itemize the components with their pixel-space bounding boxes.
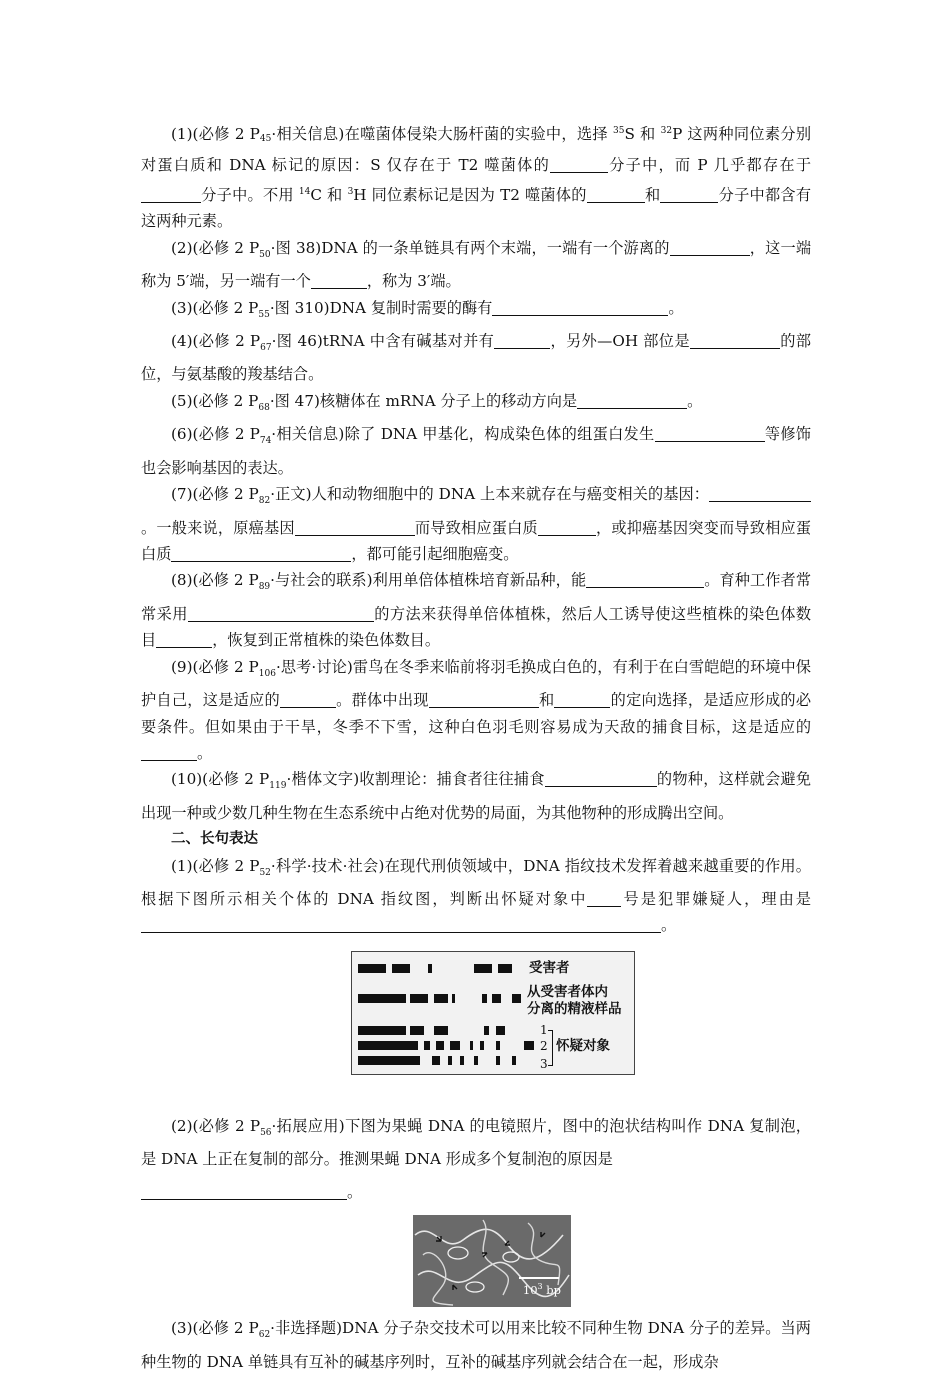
band <box>474 1056 478 1065</box>
answer-blank[interactable] <box>141 186 201 203</box>
answer-blank[interactable] <box>141 1183 347 1200</box>
question-5: (5)(必修 2 $P_{68}\cdot$图 47)核糖体在 mRNA 分子上的移动方向是 。 <box>171 391 703 413</box>
band <box>524 1041 534 1050</box>
suspect-number-1: 1 <box>540 1022 548 1037</box>
band <box>460 1056 464 1065</box>
answer-blank[interactable] <box>492 299 668 316</box>
band <box>434 1026 448 1035</box>
band <box>432 1056 440 1065</box>
answer-blank[interactable] <box>429 691 539 708</box>
band <box>448 1056 452 1065</box>
answer-blank[interactable] <box>545 770 657 787</box>
answer-blank[interactable] <box>587 186 645 203</box>
band <box>358 1026 406 1035</box>
semen-label-line1: 从受害者体内 <box>527 983 608 1000</box>
band <box>480 1041 484 1050</box>
suspects-label: 怀疑对象 <box>556 1037 610 1054</box>
worksheet-page <box>141 118 811 1375</box>
dna-fingerprint-figure <box>351 951 635 1075</box>
question-9: (9)(必修 2 $P_{106}\cdot$思考·讨论)雷鸟在冬季来临前将羽毛换成白色的，有利于在白雪皑皑的环境中保护自己，这是适应的 。群体中出现 和 的定向选择，是适应形成的必要条件。但如果由于干旱，冬季不下雪，这种白色羽毛则容易成为天敌的捕食目标，这是适应的。 <box>141 657 812 762</box>
answer-blank[interactable] <box>311 272 367 289</box>
answer-blank[interactable] <box>690 332 780 349</box>
answer-blank[interactable] <box>769 485 811 502</box>
long-question-2: (2)(必修 2 $P_{56}\cdot$拓展应用)下图为果蝇 DNA 的电镜照片，图中的泡状结构叫作 DNA 复制泡，是 DNA 上正在复制的部分。推测果蝇 DNA 形成多个复制泡的原因是 <box>141 1116 811 1169</box>
answer-blank[interactable] <box>587 890 621 907</box>
bracket <box>548 1030 553 1066</box>
band <box>410 994 428 1003</box>
long-question-1: (1)(必修 2 $P_{52}\cdot$科学·技术·社会)在现代刑侦领域中，DNA 指纹技术发挥着越来越重要的作用。根据下图所示相关个体的 DNA 指纹图，判断出怀疑对象中 号是犯罪嫌疑人，理由是。 <box>141 856 811 935</box>
answer-blank[interactable] <box>655 425 765 442</box>
band <box>496 1026 505 1035</box>
band <box>358 964 386 973</box>
band <box>482 994 487 1003</box>
band <box>470 1041 473 1050</box>
suspect-number-3: 3 <box>540 1056 548 1071</box>
question-2: (2)(必修 2 $P_{50}\cdot$图 38)DNA 的一条单链具有两个末端，一端有一个游离的 ，这一端称为 5′端，另一端有一个 ，称为 3′端。 <box>141 238 812 291</box>
band <box>434 994 448 1003</box>
band <box>358 1056 420 1065</box>
answer-blank[interactable] <box>586 571 704 588</box>
question-3: (3)(必修 2 $P_{55}\cdot$图 310)DNA 复制时需要的酶有 。 <box>171 298 684 320</box>
answer-blank[interactable] <box>550 156 608 173</box>
answer-blank[interactable] <box>141 744 197 761</box>
answer-blank[interactable] <box>141 916 661 933</box>
band <box>452 994 455 1003</box>
band <box>474 964 492 973</box>
band <box>492 994 501 1003</box>
question-6: (6)(必修 2 $P_{74}\cdot$相关信息)除了 DNA 甲基化，构成染色体的组蛋白发生 等修饰也会影响基因的表达。 <box>141 425 811 477</box>
band <box>512 994 521 1003</box>
scale-bar <box>519 1277 559 1279</box>
band <box>410 1026 424 1035</box>
answer-blank[interactable] <box>660 186 718 203</box>
band <box>496 1056 500 1065</box>
answer-blank[interactable] <box>494 332 550 349</box>
answer-blank[interactable] <box>670 239 750 256</box>
long-question-3: (3)(必修 2 $P_{62}\cdot$非选择题)DNA 分子杂交技术可以用来比较不同种生物 DNA 分子的差异。当两种生物的 DNA 单链具有互补的碱基序列时，互补的碱基序列就会结合在一起，形成杂 <box>141 1319 811 1371</box>
answer-blank[interactable] <box>554 691 610 708</box>
victim-label: 受害者 <box>529 959 570 976</box>
answer-blank[interactable] <box>156 631 212 648</box>
band <box>496 1041 500 1050</box>
question-10: (10)(必修 2 $P_{119}\cdot$楷体文字)收割理论：捕食者往往捕食 的物种，这样就会避免出现一种或少数几种生物在生态系统中占绝对优势的局面，为其他物种的形成腾出空间。 <box>141 770 812 822</box>
answer-blank[interactable] <box>538 519 596 536</box>
answer-blank[interactable] <box>188 605 374 622</box>
question-8: (8)(必修 2 $P_{89}\cdot$与社会的联系)利用单倍体植株培育新品种，能 。育种工作者常常采用 的方法来获得单倍体植株，然后人工诱导使这些植株的染色体数目 ，恢复到正常植株的染色体数目。 <box>141 571 812 650</box>
band <box>436 1041 444 1050</box>
band <box>358 994 406 1003</box>
question-4: (4)(必修 2 $P_{67}\cdot$图 46)tRNA 中含有碱基对并有 ，另外—OH 部位是 的部位，与氨基酸的羧基结合。 <box>141 332 812 384</box>
band <box>424 1041 430 1050</box>
question-1: (1)(必修 2 $P_{45}\cdot$相关信息)在噬菌体侵染大肠杆菌的实验中，选择 $^{35}$S 和 $^{32}$P 这两种同位素分别对蛋白质和 DNA 标记的原因：S 仅存在于 T2 噬菌体的 分子中，而 P 几乎都存在于分子中。不用 $^{14}$C 和 $^3$H 同位素标记是因为 T2 噬菌体的 和 分子中都含有这两种元素。 <box>141 125 812 231</box>
band <box>484 1026 489 1035</box>
band <box>450 1041 460 1050</box>
scale-bar-label: $10^3$ bp <box>522 1282 561 1298</box>
answer-blank[interactable] <box>577 392 687 409</box>
answer-blank[interactable] <box>295 519 415 536</box>
section-heading: 二、长句表达 <box>171 831 258 848</box>
answer-blank[interactable] <box>280 691 336 708</box>
electron-micrograph <box>413 1215 571 1307</box>
source-ref: (1)(必修 2 P <box>171 125 260 144</box>
band <box>512 1056 516 1065</box>
band <box>498 964 512 973</box>
answer-blank[interactable] <box>709 485 769 502</box>
band <box>428 964 432 973</box>
band <box>392 964 410 973</box>
semen-label-line2: 分离的精液样品 <box>527 1000 622 1017</box>
band <box>358 1041 418 1050</box>
answer-blank[interactable] <box>171 545 351 562</box>
question-7: (7)(必修 2 $P_{82}\cdot$正文)人和动物细胞中的 DNA 上本来就存在与癌变相关的基因：。一般来说，原癌基因 而导致相应蛋白质 ，或抑癌基因突变而导致相应蛋白质 ，都可能引起细胞癌变。 <box>141 485 812 563</box>
suspect-number-2: 2 <box>540 1038 548 1053</box>
long-question-2-blank-line: 。 <box>141 1179 811 1205</box>
